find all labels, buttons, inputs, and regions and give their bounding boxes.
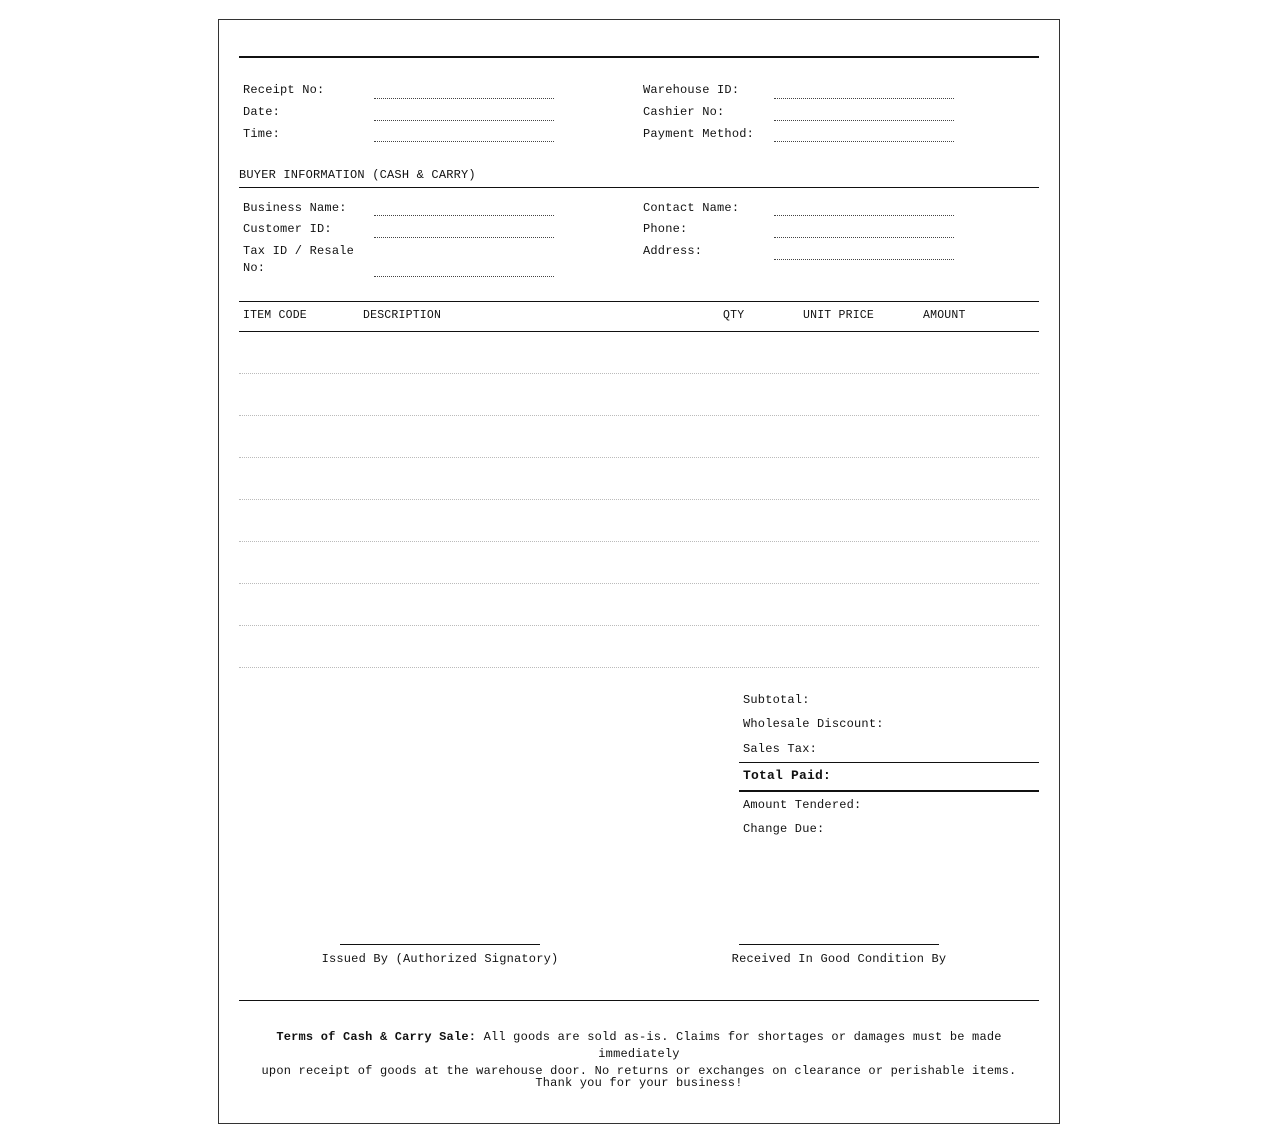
- table-top-rule: [239, 301, 1039, 302]
- total-bottom-rule: [739, 790, 1039, 792]
- payment-method-field[interactable]: [774, 141, 954, 142]
- top-rule: [239, 56, 1039, 58]
- business-name-label: Business Name:: [243, 201, 347, 215]
- footer-rule: [239, 1000, 1039, 1001]
- subtotal-label: Subtotal:: [743, 693, 810, 707]
- contact-name-field[interactable]: [774, 215, 954, 216]
- col-header-amount: AMOUNT: [923, 309, 966, 322]
- table-row[interactable]: [239, 541, 1039, 542]
- warehouse-id-field[interactable]: [774, 98, 954, 99]
- received-by-signature-line[interactable]: [739, 944, 939, 945]
- phone-label: Phone:: [643, 222, 688, 236]
- date-label: Date:: [243, 105, 281, 119]
- col-header-item-code: ITEM CODE: [243, 309, 307, 322]
- issued-by-signature-line[interactable]: [340, 944, 540, 945]
- table-row[interactable]: [239, 415, 1039, 416]
- tax-id-label: Tax ID / Resale: [243, 244, 355, 258]
- receipt-no-label: Receipt No:: [243, 83, 325, 97]
- terms-text: [239, 1029, 1039, 1080]
- col-header-qty: QTY: [723, 309, 745, 322]
- terms-line-1: All goods are sold as-is. Claims for shortages or damages must be made immediately: [483, 1030, 1002, 1061]
- table-row[interactable]: [239, 499, 1039, 500]
- table-row[interactable]: [239, 625, 1039, 626]
- table-row[interactable]: [239, 667, 1039, 668]
- received-by-label: Received In Good Condition By: [731, 952, 947, 966]
- change-due-label: Change Due:: [743, 822, 825, 836]
- customer-id-field[interactable]: [374, 237, 554, 238]
- customer-id-label: Customer ID:: [243, 222, 332, 236]
- wholesale-discount-label: Wholesale Discount:: [743, 717, 884, 731]
- receipt-page: [218, 19, 1060, 1124]
- receipt-no-field[interactable]: [374, 98, 554, 99]
- payment-method-label: Payment Method:: [643, 127, 755, 141]
- phone-field[interactable]: [774, 237, 954, 238]
- tax-id-field[interactable]: [374, 276, 554, 277]
- thank-you-text: Thank you for your business!: [535, 1076, 743, 1090]
- address-label: Address:: [643, 244, 703, 258]
- total-paid-label: Total Paid:: [743, 768, 832, 783]
- warehouse-id-label: Warehouse ID:: [643, 83, 740, 97]
- table-row[interactable]: [239, 583, 1039, 584]
- issued-by-label: Issued By (Authorized Signatory): [321, 952, 559, 966]
- table-row[interactable]: [239, 457, 1039, 458]
- buyer-section-rule: [239, 187, 1039, 188]
- time-field[interactable]: [374, 141, 554, 142]
- sales-tax-label: Sales Tax:: [743, 742, 818, 756]
- table-row[interactable]: [239, 373, 1039, 374]
- address-field[interactable]: [774, 259, 954, 260]
- date-field[interactable]: [374, 120, 554, 121]
- cashier-no-label: Cashier No:: [643, 105, 725, 119]
- cashier-no-field[interactable]: [774, 120, 954, 121]
- col-header-description: DESCRIPTION: [363, 309, 442, 322]
- amount-tendered-label: Amount Tendered:: [743, 798, 862, 812]
- terms-line-2: upon receipt of goods at the warehouse door. No returns or exchanges on clearance or perishable items.: [261, 1064, 1017, 1078]
- table-header-rule: [239, 331, 1039, 332]
- time-label: Time:: [243, 127, 281, 141]
- total-top-rule: [739, 762, 1039, 763]
- terms-title: Terms of Cash & Carry Sale:: [276, 1030, 477, 1044]
- tax-id-label-cont: No:: [243, 261, 266, 275]
- contact-name-label: Contact Name:: [643, 201, 740, 215]
- business-name-field[interactable]: [374, 215, 554, 216]
- col-header-unit-price: UNIT PRICE: [803, 309, 875, 322]
- buyer-section-heading: BUYER INFORMATION (CASH & CARRY): [239, 168, 476, 182]
